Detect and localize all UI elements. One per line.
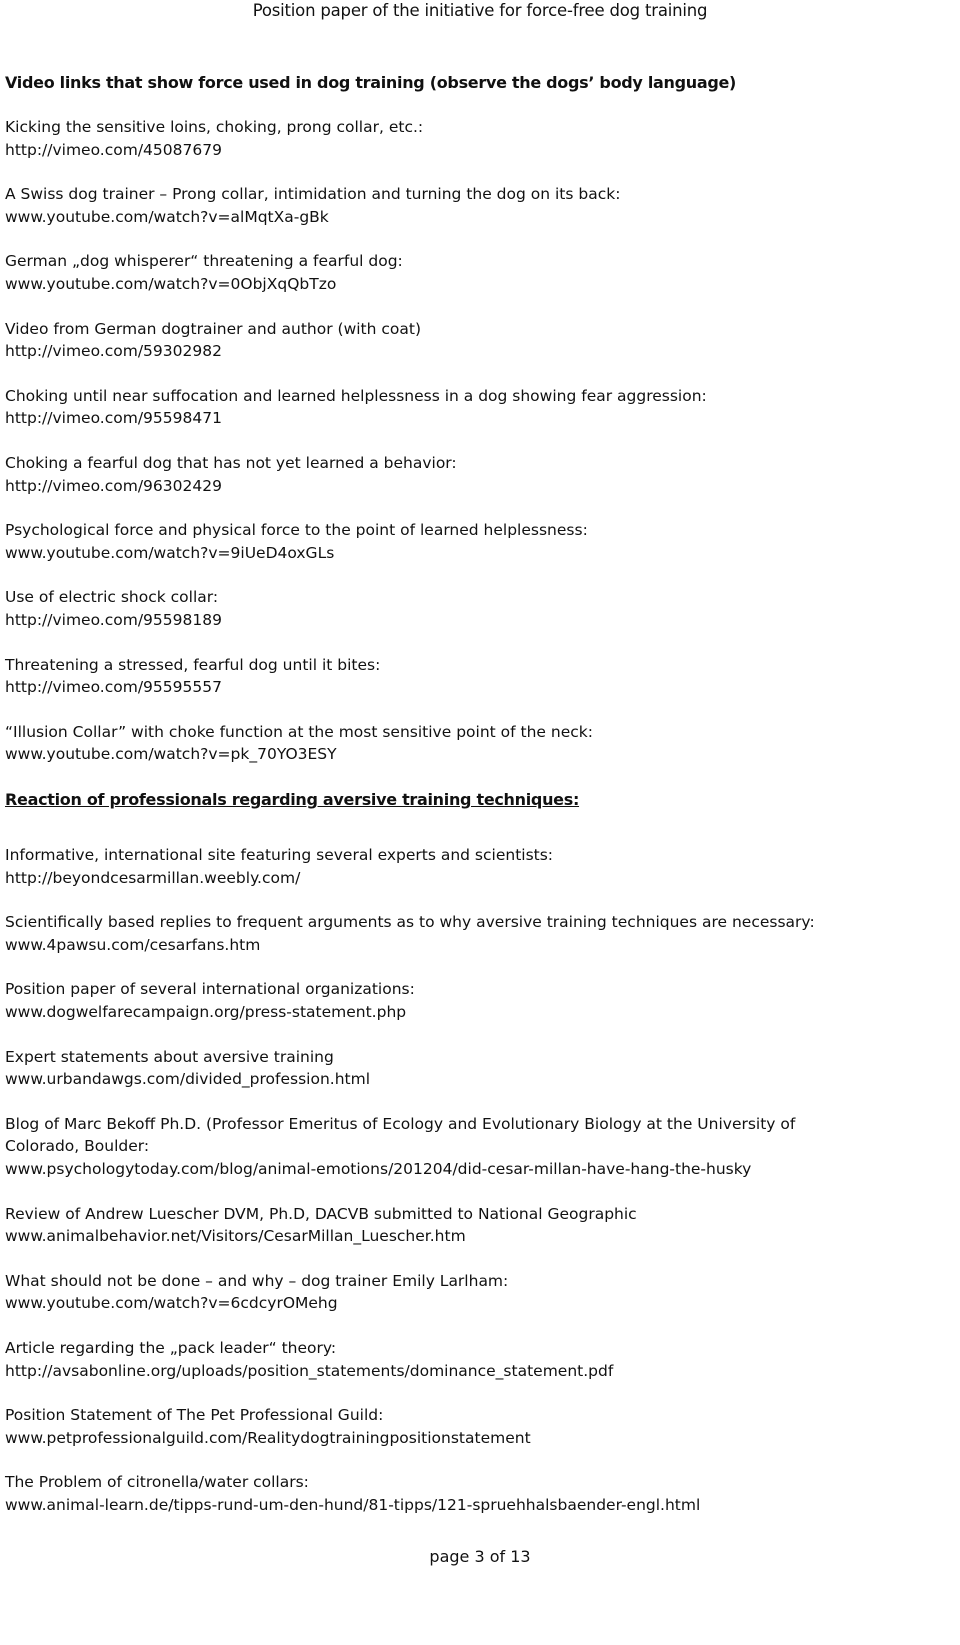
entry-url-link[interactable]: http://avsabonline.org/uploads/position_statements/dominance_statement.pdf bbox=[5, 1361, 614, 1380]
link-entry bbox=[5, 116, 707, 161]
entry-url-link[interactable]: http://vimeo.com/45087679 bbox=[5, 140, 222, 159]
entry-url-link[interactable]: http://vimeo.com/96302429 bbox=[5, 476, 222, 495]
link-entry bbox=[5, 1471, 815, 1516]
link-entry bbox=[5, 519, 707, 564]
entry-url-link[interactable]: www.youtube.com/watch?v=6cdcyrOMehg bbox=[5, 1294, 338, 1313]
entry-url-link[interactable]: http://vimeo.com/95598189 bbox=[5, 610, 222, 629]
entry-url-link[interactable]: http://beyondcesarmillan.weebly.com/ bbox=[5, 868, 301, 887]
entry-url-link[interactable]: www.youtube.com/watch?v=9iUeD4oxGLs bbox=[5, 543, 335, 562]
entry-label: Article regarding the „pack leader“ theory: bbox=[5, 1338, 337, 1357]
link-entry bbox=[5, 1203, 815, 1248]
video-links-list bbox=[5, 116, 707, 788]
entry-label: A Swiss dog trainer – Prong collar, intimidation and turning the dog on its back: bbox=[5, 185, 621, 204]
page-number: page 3 of 13 bbox=[429, 1547, 531, 1566]
entry-url-link[interactable]: www.youtube.com/watch?v=0ObjXqQbTzo bbox=[5, 274, 337, 293]
entry-url-link[interactable]: www.dogwelfarecampaign.org/press-statement.php bbox=[5, 1002, 407, 1021]
link-entry bbox=[5, 452, 707, 497]
entry-url-link[interactable]: www.psychologytoday.com/blog/animal-emotions/201204/did-cesar-millan-have-hang-the-husky bbox=[5, 1159, 752, 1178]
entry-url-link[interactable]: www.youtube.com/watch?v=pk_70YO3ESY bbox=[5, 745, 337, 764]
link-entry bbox=[5, 721, 707, 766]
entry-url-link[interactable]: http://vimeo.com/95595557 bbox=[5, 678, 222, 697]
entry-label: Position paper of several international organizations: bbox=[5, 980, 415, 999]
entry-label: Choking until near suffocation and learned helplessness in a dog showing fear aggression: bbox=[5, 386, 707, 405]
entry-url-link[interactable]: www.urbandawgs.com/divided_profession.html bbox=[5, 1070, 371, 1089]
entry-label: Review of Andrew Luescher DVM, Ph.D, DACVB submitted to National Geographic bbox=[5, 1204, 637, 1223]
entry-label: German „dog whisperer“ threatening a fearful dog: bbox=[5, 252, 403, 271]
entry-label: Informative, international site featuring several experts and scientists: bbox=[5, 846, 554, 864]
entry-label: What should not be done – and why – dog trainer Emily Larlham: bbox=[5, 1271, 509, 1290]
link-entry bbox=[5, 978, 815, 1023]
entry-label: The Problem of citronella/water collars: bbox=[5, 1473, 309, 1492]
entry-label: Threatening a stressed, fearful dog until it bites: bbox=[5, 655, 381, 674]
entry-url-link[interactable]: www.animal-learn.de/tipps-rund-um-den-hund/81-tipps/121-spruehhalsbaender-engl.html bbox=[5, 1495, 701, 1514]
link-entry bbox=[5, 318, 707, 363]
entry-url-link[interactable]: http://vimeo.com/95598471 bbox=[5, 409, 222, 428]
section-heading-professionals: Reaction of professionals regarding aversive training techniques: bbox=[5, 790, 580, 809]
link-entry bbox=[5, 183, 707, 228]
entry-label: Blog of Marc Bekoff Ph.D. (Professor Emeritus of Ecology and Evolutionary Biology at the University of bbox=[5, 1114, 796, 1133]
entry-label: Position Statement of The Pet Professional Guild: bbox=[5, 1406, 384, 1425]
link-entry bbox=[5, 385, 707, 430]
entry-label: “Illusion Collar” with choke function at the most sensitive point of the neck: bbox=[5, 722, 593, 741]
entry-url-link[interactable]: www.animalbehavior.net/Visitors/CesarMillan_Luescher.htm bbox=[5, 1227, 466, 1246]
entry-url-link[interactable]: www.youtube.com/watch?v=alMqtXa-gBk bbox=[5, 207, 329, 226]
page-header: Position paper of the initiative for force-free dog training bbox=[252, 1, 708, 20]
section-heading-videos: Video links that show force used in dog training (observe the dogs’ body language) bbox=[5, 73, 737, 92]
entry-url-link[interactable]: www.petprofessionalguild.com/Realitydogtrainingpositionstatement bbox=[5, 1428, 531, 1447]
link-entry bbox=[5, 844, 815, 889]
link-entry bbox=[5, 1113, 815, 1181]
link-entry bbox=[5, 586, 707, 631]
entry-label: Expert statements about aversive training bbox=[5, 1047, 334, 1066]
entry-url-link[interactable]: http://vimeo.com/59302982 bbox=[5, 342, 222, 361]
link-entry bbox=[5, 1270, 815, 1315]
link-entry bbox=[5, 654, 707, 699]
entry-url-link[interactable]: www.4pawsu.com/cesarfans.htm bbox=[5, 935, 261, 954]
link-entry bbox=[5, 1046, 815, 1091]
entry-label: Choking a fearful dog that has not yet learned a behavior: bbox=[5, 453, 457, 472]
entry-label: Video from German dogtrainer and author (with coat) bbox=[5, 319, 422, 338]
link-entry bbox=[5, 250, 707, 295]
link-entry bbox=[5, 1337, 815, 1382]
entry-label: Kicking the sensitive loins, choking, prong collar, etc.: bbox=[5, 118, 424, 136]
entry-label: Use of electric shock collar: bbox=[5, 588, 219, 607]
entry-label: Scientifically based replies to frequent arguments as to why aversive training techniques are necessary: bbox=[5, 913, 815, 932]
entry-label: Psychological force and physical force to the point of learned helplessness: bbox=[5, 521, 588, 540]
entry-label-continued: Colorado, Boulder: bbox=[5, 1137, 150, 1156]
link-entry bbox=[5, 911, 815, 956]
professional-links-list bbox=[5, 844, 815, 1538]
link-entry bbox=[5, 1404, 815, 1449]
